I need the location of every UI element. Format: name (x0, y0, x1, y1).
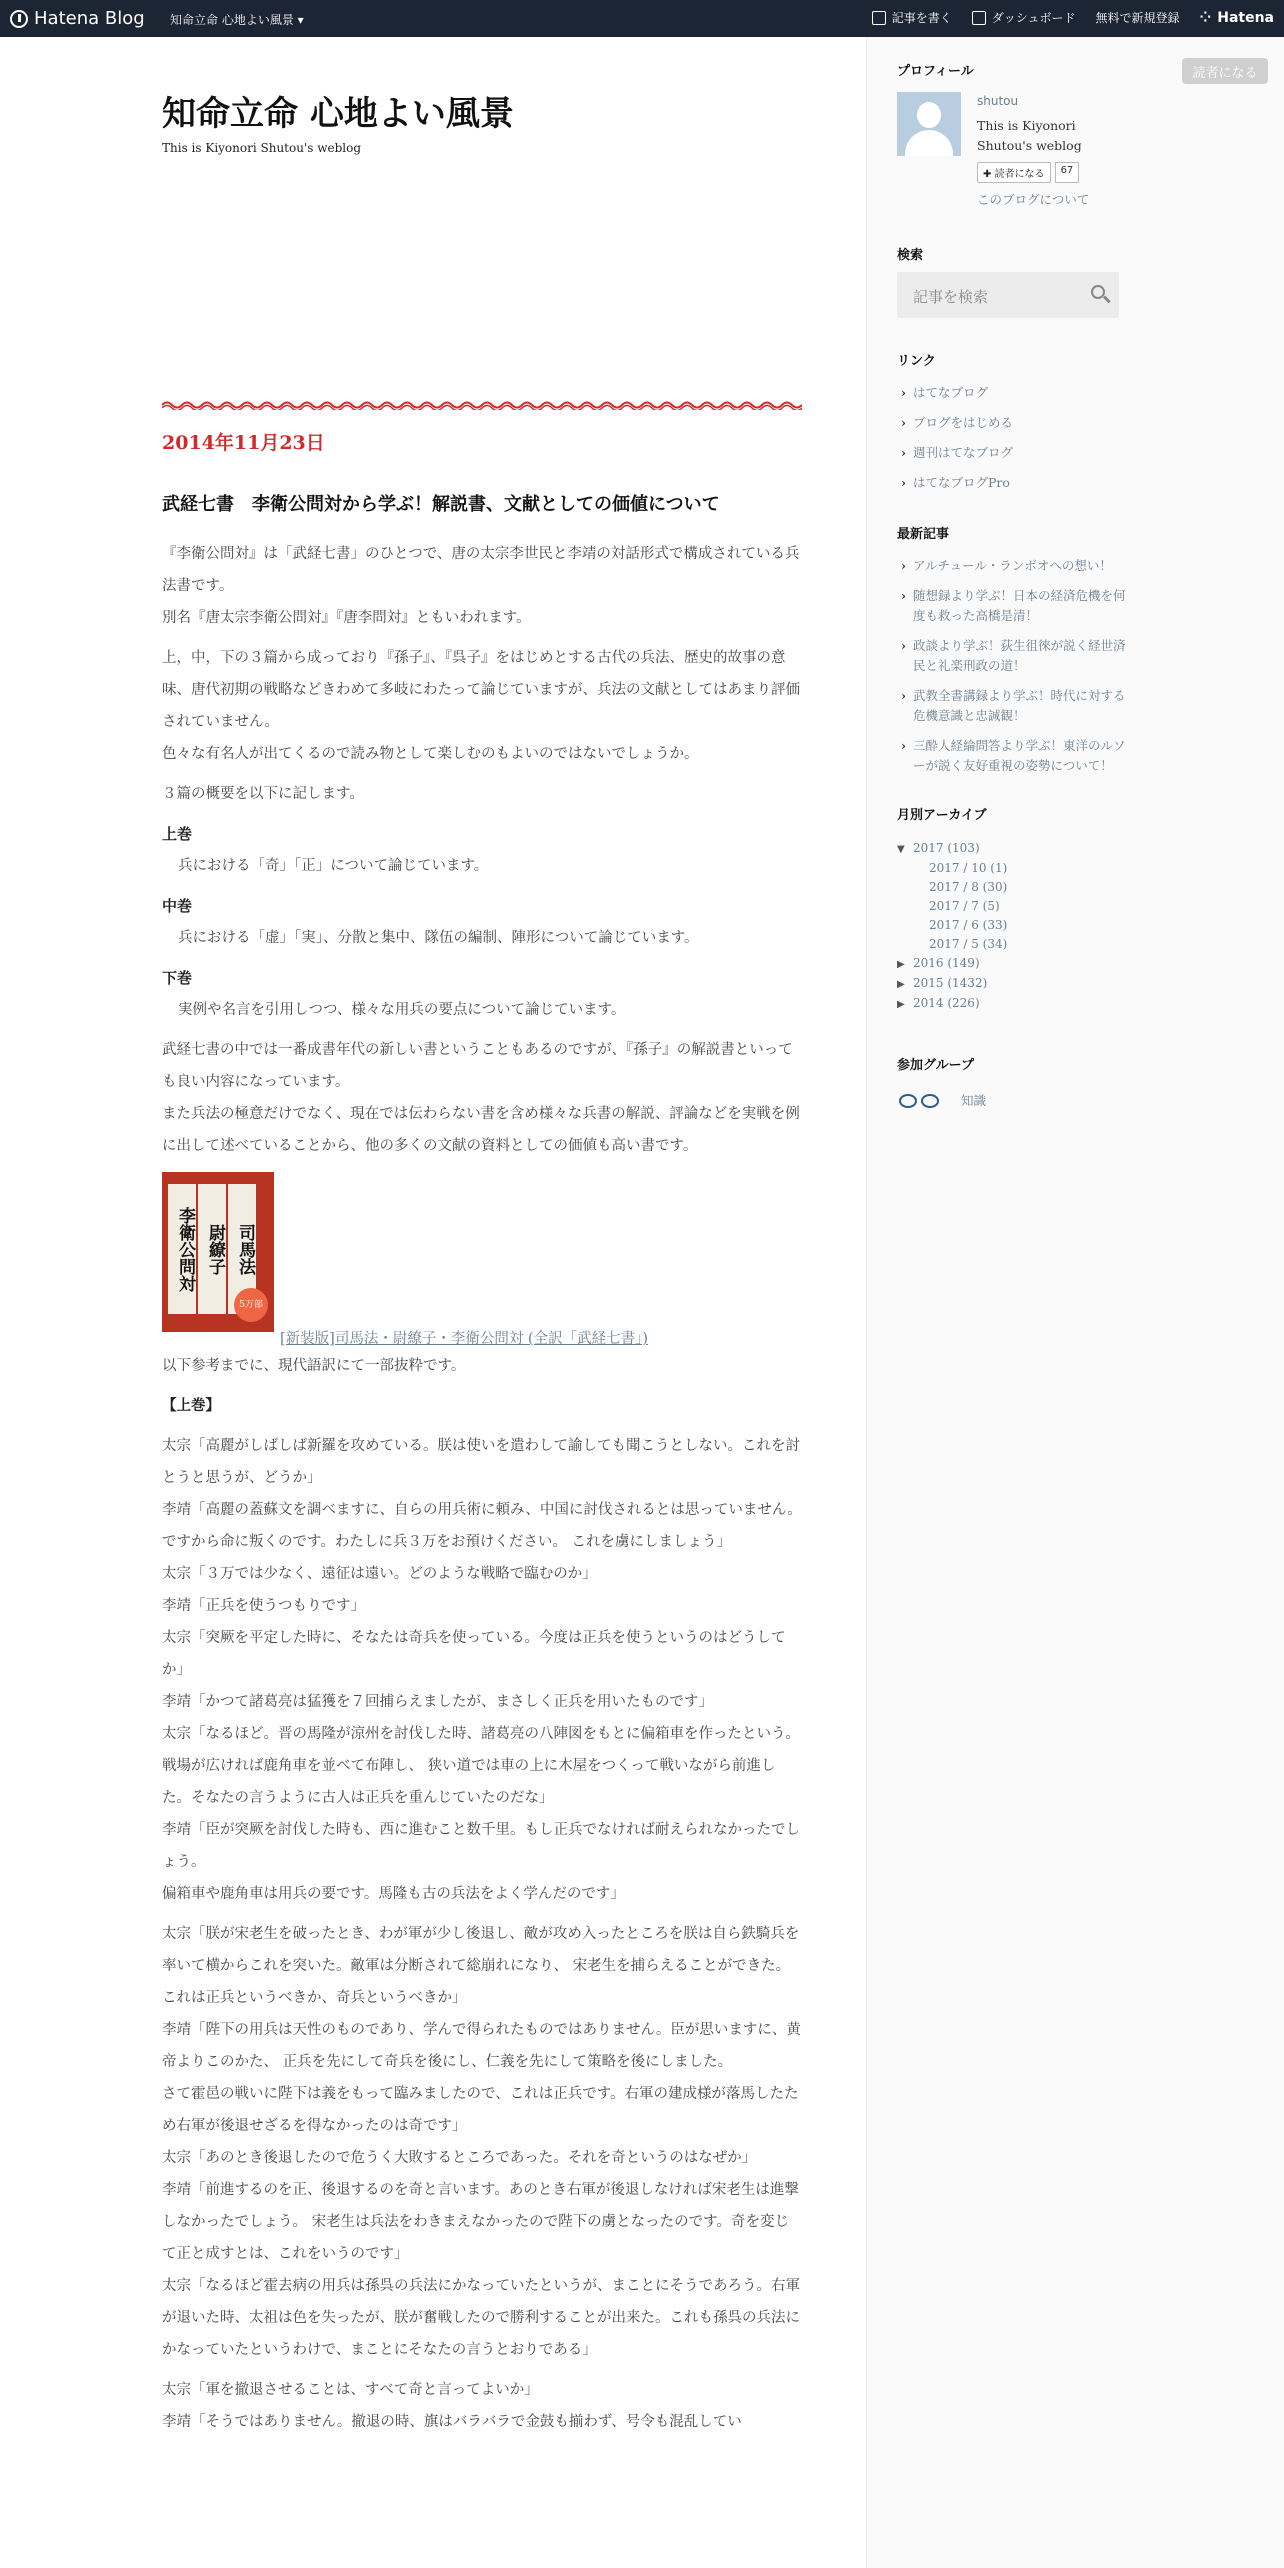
dialogue-line: 李靖「陛下の用兵は天性のものであり、学んで得られたものではありません。臣が思いますに、黄帝よりこのかた、 正兵を先にして奇兵を後にし、仁義を先にして策略を後にしました。 (162, 2022, 801, 2070)
main-content (162, 60, 802, 2430)
dialogue-line: 李靖「高麗の蓋蘇文を調べますに、自らの用兵術に頼み、中国に討伐されるとは思っていません。ですから命に叛くのです。わたしに兵３万をお預けください。 これを虜にしましょう」 (162, 1502, 802, 1550)
entry-date[interactable]: 2014年11月23日 (162, 432, 325, 454)
pencil-icon (872, 11, 886, 25)
archive-month[interactable]: 2017 / 7 (5) (929, 899, 1000, 913)
group-item[interactable] (897, 1091, 1127, 1109)
recent-entry[interactable]: › 随想録より学ぶ！日本の経済危機を何度も救った高橋是清！ (897, 586, 1127, 626)
group-heading: 参加グループ (897, 1058, 974, 1073)
follow-button[interactable]: 読者になる (1182, 58, 1268, 84)
dialogue-line: さて霍邑の戦いに陛下は義をもって臨みましたので、これは正兵です。右軍の建成様が落馬したため右軍が後退せざるを得なかったのは奇です」 (162, 2086, 799, 2134)
blog-selector[interactable]: 知命立命 心地よい風景 ▾ (170, 13, 304, 27)
dialogue-line: 太宗「軍を撤退させることは、すべて奇と言ってよいか」 (162, 2382, 539, 2398)
entry-paragraph: 別名『唐太宗李衛公問対』『唐李問対』ともいわれます。 (162, 610, 531, 626)
search-input[interactable] (897, 272, 1119, 318)
entry-paragraph: 以下参考までに、現代語訳にて一部抜粋です。 (162, 1358, 466, 1374)
entry-paragraph: 色々な有名人が出てくるので読み物として楽しむのもよいのではないでしょうか。 (162, 746, 699, 762)
search-placeholder: 記事を検索 (913, 288, 989, 306)
dialogue-line: 太宗「３万では少なく、遠征は遠い。どのような戦略で臨むのか」 (162, 1566, 597, 1582)
expand-icon[interactable]: ▶ (897, 999, 905, 1010)
dialogue-line: 李靖「かつて諸葛亮は猛獲を７回捕らえましたが、まさしく正兵を用いたものです」 (162, 1694, 713, 1710)
subscriber-count: 67 (1055, 162, 1080, 183)
sales-badge: 5万部 (234, 1288, 268, 1322)
expand-icon[interactable]: ▶ (897, 979, 905, 990)
recent-entry[interactable]: › アルチュール・ランボオへの想い！ (897, 556, 1127, 576)
blog-description: This is Kiyonori Shutou's weblog (162, 141, 362, 155)
archive-month[interactable]: 2017 / 8 (30) (929, 880, 1008, 894)
search-icon[interactable] (1091, 285, 1105, 299)
profile-description: This is Kiyonori Shutou's weblog (977, 118, 1082, 153)
wavy-divider (162, 400, 802, 410)
dialogue-line: 李靖「臣が突厥を討伐した時も、西に進むこと数千里。もし正兵でなければ耐えられなかったでしょう。 (162, 1822, 800, 1870)
dialogue-line: 太宗「朕が宋老生を破ったとき、わが軍が少し後退し、敵が攻め入ったところを朕は自ら鉄騎兵を率いて横からこれを突いた。敵軍は分断されて総崩れになり、 宋老生を捕らえることができた。これは正兵というべきか、奇兵というべきか」 (162, 1926, 800, 2006)
recent-entries-module (897, 523, 1127, 776)
about-blog-link[interactable]: このブログについて (977, 192, 1090, 207)
profile-heading: プロフィール (897, 64, 974, 79)
dialogue-line: 李靖「前進するのを正、後退するのを奇と言います。あのとき右軍が後退しなければ宋老生は進撃しなかったでしょう。 宋老生は兵法をわきまえなかったので陛下の虜となったのです。奇を変じて正と成すとは、これをいうのです」 (162, 2182, 799, 2262)
recent-entry[interactable]: › 武教全書講録より学ぶ！時代に対する危機意識と忠誠観！ (897, 686, 1127, 726)
book-cover-title: 尉繚子 (198, 1184, 226, 1314)
dialogue-line: 太宗「突厥を平定した時に、そなたは奇兵を使っている。今度は正兵を使うというのはどうしてか」 (162, 1630, 786, 1678)
links-module (897, 350, 1127, 493)
logo-text: Hatena Blog (34, 8, 145, 29)
section-heading: 上巻 (162, 825, 193, 843)
dialogue-line: 李靖「そうではありません。撤退の時、旗はバラバラで金鼓も揃わず、号令も混乱してい (162, 2414, 742, 2430)
archive-year[interactable]: ▶ 2016 (149) (897, 954, 1127, 974)
glasses-icon (897, 1092, 941, 1108)
entry-paragraph: また兵法の極意だけでなく、現在では伝わらない書を含め様々な兵書の解説、評論などを実戦を例に出して述べていることから、他の多くの文献の資料としての価値も高い書です。 (162, 1106, 800, 1154)
section-text: 実例や名言を引用しつつ、様々な用兵の要点について論じています。 (178, 1002, 626, 1018)
entry-paragraph: 武経七書の中では一番成書年代の新しい書ということもあるのですが、『孫子』の解説書といっても良い内容になっています。 (162, 1042, 793, 1090)
archive-month[interactable]: 2017 / 6 (33) (929, 918, 1008, 932)
book-link[interactable]: [新装版]司馬法・尉繚子・李衛公問対 (全訳「武経七書」) (280, 1331, 648, 1347)
dialogue-line: 李靖「正兵を使うつもりです」 (162, 1598, 365, 1614)
expand-icon[interactable]: ▶ (897, 959, 905, 970)
recent-entry[interactable]: › 政談より学ぶ！荻生徂徠が説く経世済民と礼楽刑政の道！ (897, 636, 1127, 676)
blog-title[interactable]: 知命立命 心地よい風景 (162, 94, 514, 134)
collapse-icon[interactable]: ▼ (897, 844, 905, 855)
section-heading: 中巻 (162, 897, 193, 915)
section-heading: 下巻 (162, 969, 193, 987)
archive-module (897, 806, 1127, 1014)
archive-month[interactable]: 2017 / 10 (1) (929, 861, 1008, 875)
dialogue-line: 太宗「なるほど。晋の馬隆が涼州を討伐した時、諸葛亮の八陣図をもとに偏箱車を作ったという。戦場が広ければ鹿角車を並べて布陣し、 狭い道では車の上に木屋をつくって戦いながら前進した。そなたの言うように古人は正兵を重んじていたのだな」 (162, 1726, 800, 1806)
group-module (897, 1054, 1127, 1109)
register-link[interactable]: 無料で新規登録 (1095, 11, 1180, 25)
links-heading: リンク (897, 354, 936, 369)
profile-name[interactable]: shutou (977, 94, 1019, 108)
recent-entry[interactable]: › 三酔人経綸問答より学ぶ！東洋のルソーが説く友好重視の姿勢について！ (897, 736, 1127, 776)
link-item[interactable]: › はてなブログPro (897, 473, 1127, 493)
entry-title[interactable]: 武経七書 李衛公問対から学ぶ！解説書、文献としての価値について (162, 494, 720, 515)
section-text: 兵における「奇」「正」について論じています。 (178, 858, 489, 874)
book-cover-title: 司馬法 (228, 1184, 256, 1314)
dashboard-icon (972, 11, 986, 25)
hatena-dots-icon: ⁘ (1199, 9, 1212, 26)
subscribe-button[interactable]: ✚ 読者になる (977, 162, 1051, 183)
hatena-blog-logo[interactable] (10, 8, 145, 29)
section-heading: 【上巻】 (162, 1397, 220, 1414)
archive-year[interactable]: ▼ 2017 (103) (897, 839, 1127, 859)
entry-paragraph: 上，中，下の３篇から成っており『孫子』、『呉子』をはじめとする古代の兵法、歴史的故事の意味、唐代初期の戦略などきわめて多岐にわたって論じていますが、兵法の文献としてはあまり評価されていません。 (162, 650, 800, 730)
entry-paragraph: ３篇の概要を以下に記します。 (162, 786, 364, 802)
group-name[interactable]: 知識 (961, 1093, 987, 1108)
profile-module (897, 60, 1127, 306)
dialogue-line: 太宗「あのとき後退したので危うく大敗するところであった。それを奇というのはなぜか」 (162, 2150, 757, 2166)
dialogue-line: 太宗「なるほど霍去病の用兵は孫呉の兵法にかなっていたというが、まことにそうであろう。右軍が退いた時、太祖は色を失ったが、朕が奮戦したので勝利することが出来た。これも孫呉の兵法にかなっていたというわけで、まことにそなたの言うとおりである」 (162, 2278, 800, 2358)
archive-year[interactable]: ▶ 2015 (1432) (897, 974, 1127, 994)
link-item[interactable]: › 週刊はてなブログ (897, 443, 1127, 463)
sidebar (897, 60, 1127, 1109)
avatar[interactable] (897, 92, 961, 156)
section-text: 兵における「虚」「実」、分散と集中、隊伍の編制、陣形について論じています。 (178, 930, 699, 946)
book-cover-image[interactable] (162, 1172, 274, 1332)
hatena-logo-icon (10, 10, 28, 28)
hatena-brand-link[interactable]: ⁘ Hatena (1199, 9, 1274, 26)
write-entry-link[interactable]: 記事を書く (872, 9, 952, 26)
entry-body (162, 538, 802, 2446)
search-heading: 検索 (897, 248, 924, 263)
archive-heading: 月別アーカイブ (897, 808, 987, 823)
book-cover-title: 李衛公問対 (168, 1184, 196, 1314)
link-item[interactable]: › ブログをはじめる (897, 413, 1127, 433)
global-header (0, 0, 1284, 37)
entry-paragraph: 『李衛公問対』は「武経七書」のひとつで、唐の太宗李世民と李靖の対話形式で構成されている兵法書です。 (162, 546, 800, 594)
recent-heading: 最新記事 (897, 527, 950, 542)
archive-year[interactable]: ▶ 2014 (226) (897, 994, 1127, 1014)
dialogue-line: 太宗「高麗がしばしば新羅を攻めている。朕は使いを遣わして諭しても聞こうとしない。これを討とうと思うが、どうか」 (162, 1438, 800, 1486)
archive-month[interactable]: 2017 / 5 (34) (929, 937, 1008, 951)
link-item[interactable]: › はてなブログ (897, 383, 1127, 403)
dashboard-link[interactable]: ダッシュボード (972, 9, 1076, 26)
dialogue-line: 偏箱車や鹿角車は用兵の要です。馬隆も古の兵法をよく学んだのです」 (162, 1886, 625, 1902)
